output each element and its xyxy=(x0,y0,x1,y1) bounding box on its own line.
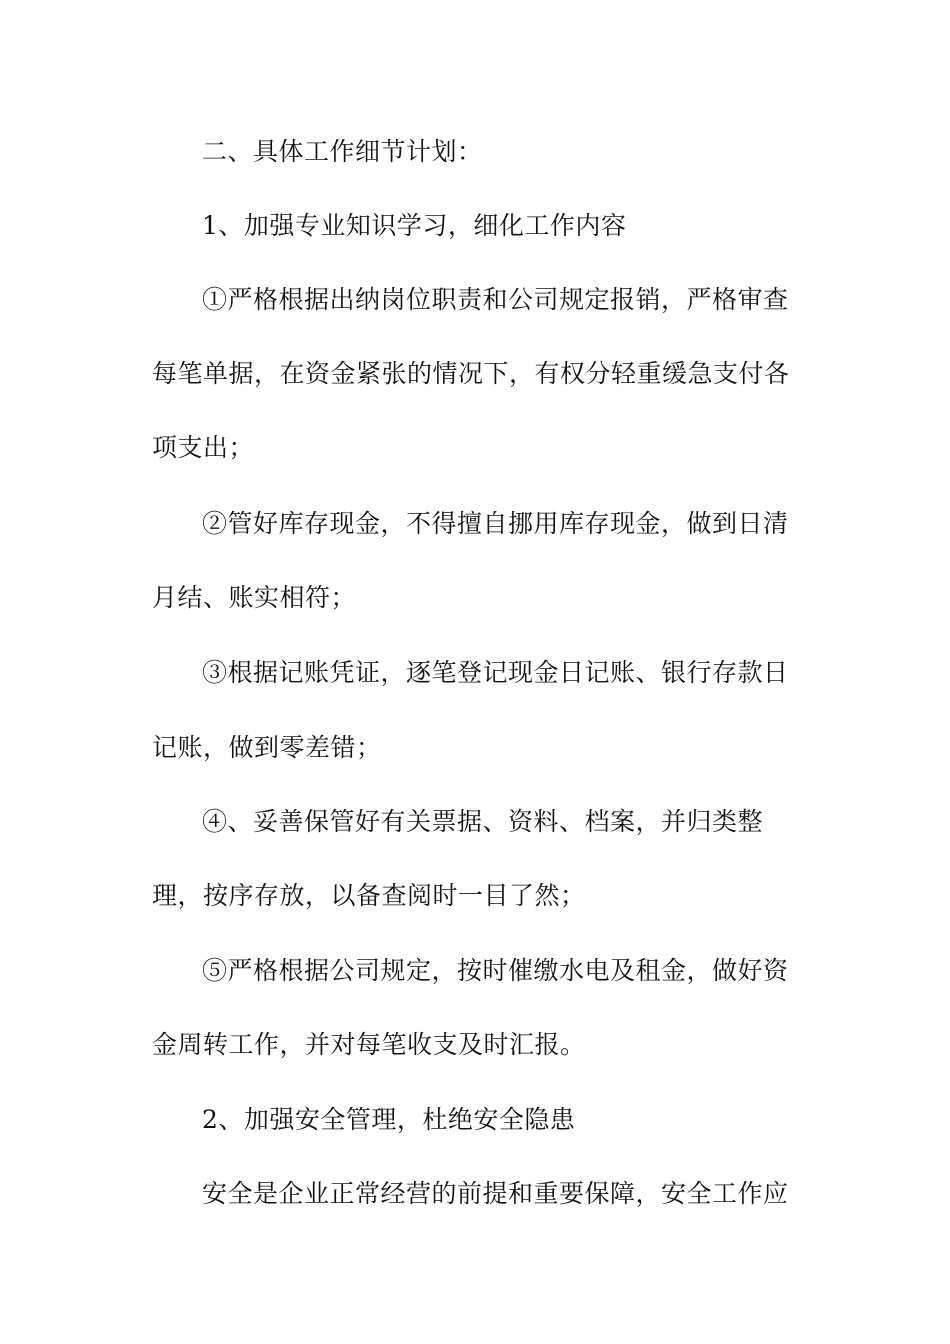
paragraph-line: 记账，做到零差错； xyxy=(152,733,382,762)
paragraph-line: 理，按序存放，以备查阅时一目了然； xyxy=(152,881,586,910)
paragraph-line: ①严格根据出纳岗位职责和公司规定报销，严格审查 xyxy=(202,285,789,314)
paragraph-line: ④、妥善保管好有关票据、资料、档案，并归类整 xyxy=(202,807,764,836)
paragraph-line: 金周转工作，并对每笔收支及时汇报。 xyxy=(152,1030,586,1059)
paragraph-line: 项支出； xyxy=(152,433,255,462)
paragraph-line: ⑤严格根据公司规定，按时催缴水电及租金，做好资 xyxy=(202,956,789,985)
subsection-heading: 1、加强专业知识学习，细化工作内容 xyxy=(202,211,627,240)
subsection-heading: 2、加强安全管理，杜绝安全隐患 xyxy=(202,1105,576,1134)
paragraph-line: ②管好库存现金，不得擅自挪用库存现金，做到日清 xyxy=(202,509,789,538)
section-heading: 二、具体工作细节计划： xyxy=(202,137,483,166)
paragraph-line: 每笔单据，在资金紧张的情况下，有权分轻重缓急支付各 xyxy=(152,359,790,388)
paragraph-line: 安全是企业正常经营的前提和重要保障，安全工作应 xyxy=(202,1179,789,1208)
paragraph-line: 月结、账实相符； xyxy=(152,583,357,612)
paragraph-line: ③根据记账凭证，逐笔登记现金日记账、银行存款日 xyxy=(202,658,789,687)
